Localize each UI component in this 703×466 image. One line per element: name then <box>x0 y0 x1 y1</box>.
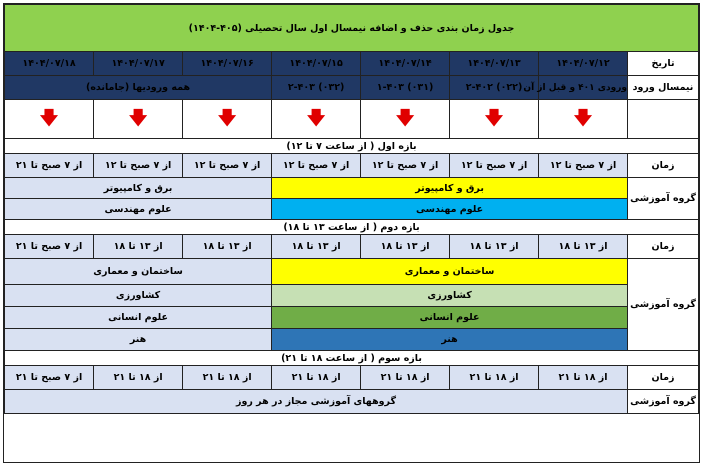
entry-cell: ورودی ۴۰۱ و قبل از آن <box>539 76 628 100</box>
time-cell: از ۷ صبح تا ۱۲ <box>361 154 450 178</box>
group-cell: کشاورزی <box>272 285 628 307</box>
group-row-label: گروه آموزشی <box>628 390 699 414</box>
time-row-label: زمان <box>628 154 699 178</box>
date-row-label: تاریخ <box>628 52 699 76</box>
time-cell: از ۷ صبح تا ۲۱ <box>5 366 94 390</box>
period1-label: بازه اول ( از ساعت ۷ تا ۱۲) <box>5 139 699 154</box>
arrow-down-icon: 🡇 <box>573 108 593 129</box>
time-cell: از ۱۸ تا ۲۱ <box>94 366 183 390</box>
period3-group-row <box>5 390 699 414</box>
time-cell: از ۷ صبح تا ۱۲ <box>183 154 272 178</box>
time-row-label: زمان <box>628 235 699 259</box>
time-cell: از ۱۳ تا ۱۸ <box>94 235 183 259</box>
group-cell: ساختمان و معماری <box>5 259 272 285</box>
time-cell: از ۷ صبح تا ۲۱ <box>5 154 94 178</box>
period2-group-row <box>5 285 699 307</box>
period1-group-row <box>5 199 699 220</box>
arrow-down-icon: 🡇 <box>395 108 415 129</box>
entry-cell: (۰۳۲) ۲-۴۰۳ <box>272 76 361 100</box>
time-cell: از ۱۳ تا ۱۸ <box>450 235 539 259</box>
date-cell: ۱۴۰۴/۰۷/۱۷ <box>94 52 183 76</box>
period2-group-row <box>5 329 699 351</box>
group-cell: برق و کامپیوتر <box>5 178 272 199</box>
date-cell: ۱۴۰۴/۰۷/۱۸ <box>5 52 94 76</box>
date-cell: ۱۴۰۴/۰۷/۱۶ <box>183 52 272 76</box>
schedule-sheet <box>3 3 700 463</box>
arrow-row-spacer <box>628 100 699 139</box>
schedule-table <box>4 4 699 414</box>
time-cell: از ۱۳ تا ۱۸ <box>183 235 272 259</box>
period2-time-row <box>5 235 699 259</box>
group-cell: کشاورزی <box>5 285 272 307</box>
group-cell: علوم مهندسی <box>5 199 272 220</box>
period1-row <box>5 139 699 154</box>
time-cell: از ۱۳ تا ۱۸ <box>539 235 628 259</box>
group-row-label: گروه آموزشی <box>628 259 699 351</box>
time-cell: از ۷ صبح تا ۱۲ <box>272 154 361 178</box>
time-cell: از ۱۸ تا ۲۱ <box>183 366 272 390</box>
group-cell: ساختمان و معماری <box>272 259 628 285</box>
time-row-label: زمان <box>628 366 699 390</box>
date-cell: ۱۴۰۴/۰۷/۱۵ <box>272 52 361 76</box>
period3-label: بازه سوم ( از ساعت ۱۸ تا ۲۱) <box>5 351 699 366</box>
group-cell-all: گروههای آموزشی مجاز در هر روز <box>5 390 628 414</box>
group-cell: علوم انسانی <box>5 307 272 329</box>
entry-row-label: نیمسال ورود <box>628 76 699 100</box>
date-row <box>5 52 699 76</box>
arrow-row <box>5 100 699 139</box>
group-cell: هنر <box>5 329 272 351</box>
title-row <box>5 5 699 52</box>
arrow-down-icon: 🡇 <box>128 108 148 129</box>
entry-cell: (۰۲۲) ۲-۴۰۲ <box>450 76 539 100</box>
time-cell: از ۱۸ تا ۲۱ <box>450 366 539 390</box>
arrow-down-icon: 🡇 <box>39 108 59 129</box>
group-cell: علوم مهندسی <box>272 199 628 220</box>
period1-group-row <box>5 178 699 199</box>
time-cell: از ۱۳ تا ۱۸ <box>361 235 450 259</box>
arrow-down-icon: 🡇 <box>484 108 504 129</box>
arrow-down-icon: 🡇 <box>306 108 326 129</box>
period2-group-row <box>5 307 699 329</box>
time-cell: از ۱۸ تا ۲۱ <box>361 366 450 390</box>
arrow-down-icon: 🡇 <box>217 108 237 129</box>
time-cell: از ۷ صبح تا ۱۲ <box>450 154 539 178</box>
period2-row <box>5 220 699 235</box>
table-title: جدول زمان بندی حذف و اضافه نیمسال اول سال تحصیلی (۴۰۵-۱۴۰۴) <box>5 5 699 52</box>
period2-group-row <box>5 259 699 285</box>
time-cell: از ۷ صبح تا ۱۲ <box>94 154 183 178</box>
group-cell: هنر <box>272 329 628 351</box>
period3-row <box>5 351 699 366</box>
entry-cell: (۰۳۱) ۱-۴۰۳ <box>361 76 450 100</box>
time-cell: از ۱۸ تا ۲۱ <box>272 366 361 390</box>
date-cell: ۱۴۰۴/۰۷/۱۲ <box>539 52 628 76</box>
period2-label: بازه دوم ( از ساعت ۱۳ تا ۱۸) <box>5 220 699 235</box>
time-cell: از ۱۸ تا ۲۱ <box>539 366 628 390</box>
date-cell: ۱۴۰۴/۰۷/۱۴ <box>361 52 450 76</box>
group-cell: علوم انسانی <box>272 307 628 329</box>
group-cell: برق و کامپیوتر <box>272 178 628 199</box>
group-row-label: گروه آموزشی <box>628 178 699 220</box>
period1-time-row <box>5 154 699 178</box>
entry-cell-all: همه ورودیها (جامانده) <box>5 76 272 100</box>
date-cell: ۱۴۰۴/۰۷/۱۳ <box>450 52 539 76</box>
time-cell: از ۷ صبح تا ۲۱ <box>5 235 94 259</box>
period3-time-row <box>5 366 699 390</box>
time-cell: از ۷ صبح تا ۱۲ <box>539 154 628 178</box>
entry-row <box>5 76 699 100</box>
time-cell: از ۱۳ تا ۱۸ <box>272 235 361 259</box>
